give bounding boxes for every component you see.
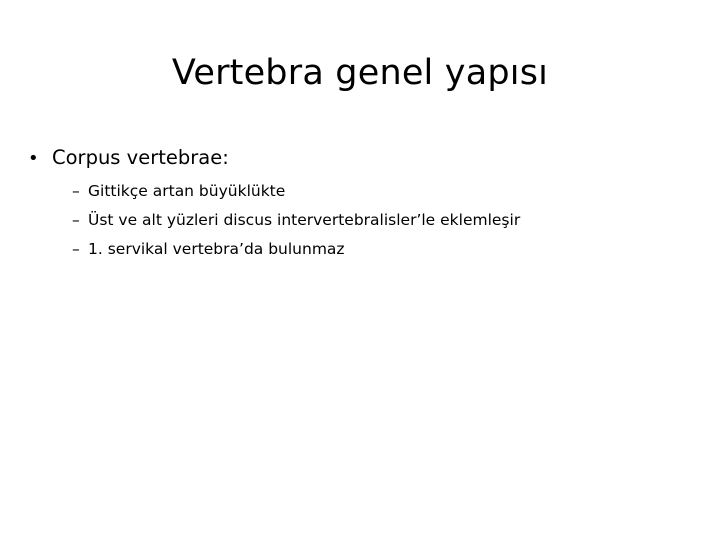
- sub-bullet-item: [72, 235, 688, 264]
- bullet-item-corpus-vertebrae: [28, 144, 688, 173]
- sub-bullet-item: [72, 206, 688, 235]
- dash-marker: –: [72, 182, 80, 200]
- bullet-text: Corpus vertebrae:: [52, 146, 229, 169]
- bullet-marker: •: [28, 148, 39, 169]
- sub-bullet-list: [72, 177, 688, 264]
- dash-marker: –: [72, 240, 80, 258]
- bullet-list: [28, 144, 688, 264]
- sub-bullet-text: Üst ve alt yüzleri discus intervertebralisler’le eklemleşir: [88, 211, 521, 229]
- slide-title: Vertebra genel yapısı: [171, 53, 549, 93]
- sub-bullet-item: [72, 177, 688, 206]
- dash-marker: –: [72, 211, 80, 229]
- sub-bullet-text: 1. servikal vertebra’da bulunmaz: [88, 240, 345, 258]
- sub-bullet-text: Gittikçe artan büyüklükte: [88, 182, 286, 200]
